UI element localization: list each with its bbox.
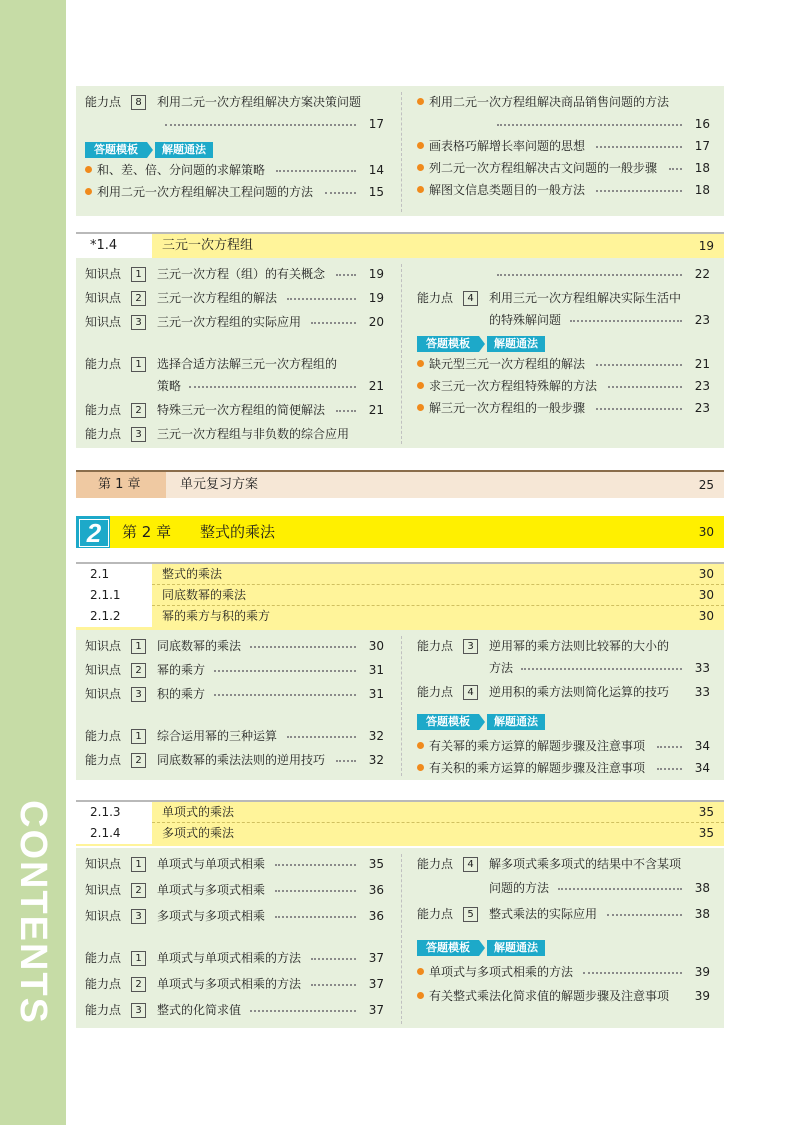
bullet-dot-icon: [417, 764, 424, 771]
entry-type-label: 知识点: [85, 883, 122, 897]
chapter-number: 2: [79, 519, 109, 547]
chapter-code: 第 2 章: [122, 523, 172, 541]
chapter-page: 30: [698, 525, 714, 539]
leader-dots: [336, 410, 356, 412]
entry-page-number: 31: [368, 687, 384, 701]
entry-title: 积的乘方: [157, 687, 206, 701]
column-divider: [401, 92, 402, 212]
section-row[interactable]: [76, 606, 724, 627]
section-header-1-4[interactable]: [76, 232, 724, 258]
entry-page-number: 21: [694, 357, 710, 371]
entry-title: 逆用幂的乘方法则比较幂的大小的: [489, 639, 670, 653]
template-label-part1: 答题模板: [417, 940, 479, 956]
entry-page-number: 33: [694, 685, 710, 699]
leader-dots: [596, 146, 682, 148]
column-divider: [401, 264, 402, 444]
leader-dots: [325, 192, 356, 194]
toc-bullet-entry[interactable]: [408, 962, 724, 982]
entry-title: 缺元型三元一次方程组的解法: [429, 357, 586, 371]
leader-dots: [608, 386, 682, 388]
leader-dots: [596, 364, 682, 366]
entry-number-box: 2: [131, 291, 146, 306]
entry-page-number: 23: [694, 401, 710, 415]
entry-page-number: 22: [694, 267, 710, 281]
bullet-dot-icon: [417, 360, 424, 367]
entry-number-box: 1: [131, 729, 146, 744]
chapter-1-review[interactable]: [76, 470, 724, 498]
entry-page-number: 18: [694, 161, 710, 175]
entry-type-label: 能力点: [85, 753, 122, 767]
entry-title: 单项式与多项式相乘的方法: [429, 965, 574, 979]
leader-dots: [521, 668, 682, 670]
section-row[interactable]: [76, 585, 724, 606]
entry-type-label: 能力点: [85, 977, 122, 991]
toc-entry[interactable]: [76, 424, 398, 444]
leader-dots: [250, 646, 356, 648]
toc-entry-continuation[interactable]: [408, 658, 724, 678]
toc-entry[interactable]: [76, 948, 398, 968]
entry-page-number: 30: [368, 639, 384, 653]
entry-title: 多项式与多项式相乘: [157, 909, 266, 923]
entry-number-box: 3: [131, 909, 146, 924]
entry-page-number: 37: [368, 1003, 384, 1017]
template-label-part2: 解题通法: [487, 714, 545, 730]
entry-title: 三元一次方程组的解法: [157, 291, 278, 305]
section-title: 同底数幂的乘法: [162, 588, 247, 602]
entry-title: 列二元一次方程组解决古文问题的一般步骤: [429, 161, 658, 175]
toc-bullet-entry[interactable]: [408, 986, 724, 1006]
leader-dots: [336, 274, 356, 276]
toc-panel-1-3-continued: [76, 86, 724, 216]
entry-number-box: 1: [131, 267, 146, 282]
section-code-box: [76, 823, 152, 844]
entry-page-number: 39: [694, 965, 710, 979]
entry-title: 整式的化简求值: [157, 1003, 242, 1017]
entry-type-label: 能力点: [417, 857, 454, 871]
toc-entry-continuation[interactable]: [408, 878, 724, 898]
leader-dots: [287, 298, 356, 300]
entry-title: 解三元一次方程组的一般步骤: [429, 401, 586, 415]
entry-page-number: 38: [694, 907, 710, 921]
section-code: 2.1.4: [90, 826, 121, 840]
entry-type-label: 能力点: [85, 951, 122, 965]
entry-title: 的特殊解问题: [489, 313, 562, 327]
review-title: 单元复习方案: [180, 477, 259, 492]
toc-bullet-entry[interactable]: [408, 736, 724, 756]
entry-title: 逆用积的乘方法则简化运算的技巧: [489, 685, 670, 699]
toc-bullet-entry[interactable]: [408, 398, 724, 418]
toc-entry-continuation[interactable]: [76, 114, 398, 134]
toc-entry[interactable]: [76, 400, 398, 420]
entry-title: 同底数幂的乘法: [157, 639, 242, 653]
toc-entry[interactable]: [76, 750, 398, 770]
leader-dots: [596, 408, 682, 410]
leader-dots: [669, 168, 682, 170]
section-code-box: [76, 802, 152, 823]
entry-number-box: 4: [463, 291, 478, 306]
entry-title: 和、差、倍、分问题的求解策略: [97, 163, 266, 177]
entry-title: 选择合适方法解三元一次方程组的: [157, 357, 338, 371]
entry-title: 三元一次方程组的实际应用: [157, 315, 302, 329]
toc-entry-continuation[interactable]: [408, 114, 724, 134]
leader-dots: [214, 694, 356, 696]
leader-dots: [311, 958, 356, 960]
arrow-right-icon: [147, 142, 153, 158]
toc-panel-2-1-2: [76, 630, 724, 780]
toc-entry[interactable]: [408, 636, 724, 656]
section-title: 多项式的乘法: [162, 826, 235, 840]
entry-number-box: 1: [131, 857, 146, 872]
section-title: 单项式的乘法: [162, 805, 235, 819]
toc-entry[interactable]: [76, 92, 398, 112]
entry-title: 整式乘法的实际应用: [489, 907, 598, 921]
section-row[interactable]: [76, 564, 724, 585]
section-code-box: [76, 606, 152, 627]
toc-entry[interactable]: [408, 854, 724, 874]
section-row[interactable]: [76, 823, 724, 844]
section-code-box: [76, 585, 152, 606]
bullet-dot-icon: [417, 992, 424, 999]
entry-type-label: 能力点: [417, 685, 454, 699]
entry-title: 特殊三元一次方程组的简便解法: [157, 403, 326, 417]
toc-entry[interactable]: [76, 636, 398, 656]
entry-type-label: 能力点: [85, 1003, 122, 1017]
toc-bullet-entry[interactable]: [76, 182, 398, 202]
entry-number-box: 1: [131, 357, 146, 372]
entry-title: 有关整式乘法化简求值的解题步骤及注意事项: [429, 989, 670, 1003]
entry-type-label: 能力点: [417, 907, 454, 921]
entry-type-label: 能力点: [85, 729, 122, 743]
chapter-number-icon: [76, 516, 110, 548]
entry-type-label: 知识点: [85, 687, 122, 701]
section-block-2-1-3: [76, 800, 724, 846]
bullet-dot-icon: [417, 382, 424, 389]
leader-dots: [189, 386, 356, 388]
leader-dots: [250, 1010, 356, 1012]
section-page: 19: [698, 239, 714, 253]
entry-page-number: 36: [368, 909, 384, 923]
template-label-part2: 解题通法: [155, 142, 213, 158]
toc-entry-continuation[interactable]: [76, 376, 398, 396]
entry-page-number: 31: [368, 663, 384, 677]
entry-page-number: 17: [368, 117, 384, 131]
toc-bullet-entry[interactable]: [408, 136, 724, 156]
toc-panel-1-4: [76, 258, 724, 448]
entry-number-box: 2: [131, 753, 146, 768]
section-title: 整式的乘法: [162, 567, 223, 581]
bullet-dot-icon: [417, 164, 424, 171]
toc-entry-continuation[interactable]: [408, 264, 724, 284]
entry-page-number: 23: [694, 379, 710, 393]
entry-type-label: 能力点: [85, 357, 122, 371]
template-label-part1: 答题模板: [85, 142, 147, 158]
entry-type-label: 知识点: [85, 639, 122, 653]
toc-bullet-entry[interactable]: [408, 354, 724, 374]
entry-title: 策略: [157, 379, 182, 393]
section-page: 35: [698, 805, 714, 819]
toc-entry[interactable]: [408, 904, 724, 924]
entry-page-number: 23: [694, 313, 710, 327]
entry-type-label: 知识点: [85, 267, 122, 281]
arrow-right-icon: [479, 336, 485, 352]
section-page: 30: [698, 567, 714, 581]
entry-type-label: 知识点: [85, 663, 122, 677]
entry-page-number: 37: [368, 951, 384, 965]
leader-dots: [214, 670, 356, 672]
toc-entry[interactable]: [76, 660, 398, 680]
chapter-2-header[interactable]: [76, 516, 724, 548]
entry-number-box: 2: [131, 403, 146, 418]
entry-title: 幂的乘方: [157, 663, 206, 677]
leader-dots: [657, 746, 682, 748]
entry-number-box: 3: [131, 687, 146, 702]
leader-dots: [596, 190, 682, 192]
entry-number-box: 1: [131, 639, 146, 654]
entry-page-number: 15: [368, 185, 384, 199]
entry-number-box: 3: [131, 1003, 146, 1018]
entry-type-label: 能力点: [417, 291, 454, 305]
entry-title: 有关幂的乘方运算的解题步骤及注意事项: [429, 739, 646, 753]
entry-title: 单项式与多项式相乘的方法: [157, 977, 302, 991]
entry-number-box: 3: [131, 427, 146, 442]
leader-dots: [583, 972, 682, 974]
entry-title: 单项式与多项式相乘: [157, 883, 266, 897]
toc-bullet-entry[interactable]: [408, 158, 724, 178]
entry-number-box: 8: [131, 95, 146, 110]
section-row[interactable]: [76, 802, 724, 823]
entry-title: 问题的方法: [489, 881, 550, 895]
toc-panel-2-1-4: [76, 848, 724, 1028]
toc-entry[interactable]: [408, 682, 724, 702]
toc-entry[interactable]: [76, 906, 398, 926]
leader-dots: [165, 124, 356, 126]
entry-title: 利用二元一次方程组解决方案决策问题: [157, 95, 362, 109]
entry-page-number: 17: [694, 139, 710, 153]
entry-type-label: 能力点: [85, 403, 122, 417]
entry-type-label: 知识点: [85, 315, 122, 329]
entry-page-number: 35: [368, 857, 384, 871]
review-page: 25: [698, 478, 714, 492]
entry-page-number: 38: [694, 881, 710, 895]
entry-title: 单项式与单项式相乘的方法: [157, 951, 302, 965]
entry-type-label: 能力点: [85, 427, 122, 441]
entry-number-box: 2: [131, 977, 146, 992]
section-page: 30: [698, 588, 714, 602]
template-label-part2: 解题通法: [487, 336, 545, 352]
entry-page-number: 34: [694, 739, 710, 753]
toc-entry-continuation[interactable]: [408, 310, 724, 330]
leader-dots: [497, 274, 682, 276]
section-code: 2.1.1: [90, 588, 121, 602]
leader-dots: [657, 768, 682, 770]
leader-dots: [275, 864, 356, 866]
entry-number-box: 5: [463, 907, 478, 922]
toc-entry[interactable]: [76, 312, 398, 332]
entry-page-number: 14: [368, 163, 384, 177]
section-code: *1.4: [90, 238, 118, 253]
toc-bullet-entry[interactable]: [408, 758, 724, 778]
chapter-title: 整式的乘法: [200, 523, 276, 541]
column-divider: [401, 636, 402, 776]
entry-page-number: 20: [368, 315, 384, 329]
entry-page-number: 19: [368, 291, 384, 305]
bullet-dot-icon: [417, 186, 424, 193]
entry-title: 利用三元一次方程组解决实际生活中: [489, 291, 682, 305]
entry-number-box: 3: [131, 315, 146, 330]
bullet-dot-icon: [417, 968, 424, 975]
toc-entry[interactable]: [408, 288, 724, 308]
entry-title: 有关积的乘方运算的解题步骤及注意事项: [429, 761, 646, 775]
entry-type-label: 能力点: [417, 639, 454, 653]
section-block-2-1: [76, 562, 724, 630]
entry-title: 三元一次方程组与非负数的综合应用: [157, 427, 350, 441]
leader-dots: [275, 916, 356, 918]
bullet-dot-icon: [417, 98, 424, 105]
toc-entry[interactable]: [76, 264, 398, 284]
entry-number-box: 1: [131, 951, 146, 966]
leader-dots: [275, 890, 356, 892]
template-label-part2: 解题通法: [487, 940, 545, 956]
contents-label: CONTENTS: [12, 800, 54, 1025]
toc-entry[interactable]: [76, 726, 398, 746]
entry-title: 综合运用幂的三种运算: [157, 729, 278, 743]
entry-type-label: 知识点: [85, 909, 122, 923]
entry-title: 利用二元一次方程组解决工程问题的方法: [97, 185, 314, 199]
bullet-dot-icon: [417, 404, 424, 411]
leader-dots: [311, 322, 356, 324]
leader-dots: [311, 984, 356, 986]
entry-title: 利用二元一次方程组解决商品销售问题的方法: [429, 95, 670, 109]
toc-entry[interactable]: [76, 354, 398, 374]
entry-number-box: 2: [131, 883, 146, 898]
leader-dots: [287, 736, 356, 738]
entry-type-label: 知识点: [85, 291, 122, 305]
entry-page-number: 19: [368, 267, 384, 281]
toc-entry[interactable]: [76, 684, 398, 704]
section-title: 幂的乘方与积的乘方: [162, 609, 271, 623]
entry-page-number: 32: [368, 753, 384, 767]
toc-entry[interactable]: [76, 974, 398, 994]
bullet-dot-icon: [417, 142, 424, 149]
section-page: 35: [698, 826, 714, 840]
entry-page-number: 18: [694, 183, 710, 197]
toc-bullet-entry[interactable]: [408, 376, 724, 396]
review-code: 第 1 章: [98, 477, 141, 492]
toc-entry[interactable]: [76, 880, 398, 900]
entry-title: 三元一次方程（组）的有关概念: [157, 267, 326, 281]
template-label-part1: 答题模板: [417, 714, 479, 730]
entry-page-number: 21: [368, 403, 384, 417]
section-title: 三元一次方程组: [162, 238, 254, 253]
bullet-dot-icon: [85, 188, 92, 195]
arrow-right-icon: [479, 940, 485, 956]
toc-bullet-entry[interactable]: [408, 92, 724, 112]
leader-dots: [558, 888, 682, 890]
entry-type-label: 能力点: [85, 95, 122, 109]
entry-title: 画表格巧解增长率问题的思想: [429, 139, 586, 153]
entry-number-box: 4: [463, 685, 478, 700]
leader-dots: [276, 170, 356, 172]
leader-dots: [336, 760, 356, 762]
entry-page-number: 36: [368, 883, 384, 897]
entry-page-number: 33: [694, 661, 710, 675]
template-label-part1: 答题模板: [417, 336, 479, 352]
section-code: 2.1.2: [90, 609, 121, 623]
entry-page-number: 32: [368, 729, 384, 743]
column-divider: [401, 854, 402, 1024]
entry-title: 解图文信息类题目的一般方法: [429, 183, 586, 197]
entry-number-box: 4: [463, 857, 478, 872]
section-code-box: [76, 564, 152, 585]
toc-entry[interactable]: [76, 854, 398, 874]
section-page: 30: [698, 609, 714, 623]
section-code: 2.1.3: [90, 805, 121, 819]
entry-number-box: 3: [463, 639, 478, 654]
toc-bullet-entry[interactable]: [76, 160, 398, 180]
toc-entry[interactable]: [76, 288, 398, 308]
entry-number-box: 2: [131, 663, 146, 678]
toc-bullet-entry[interactable]: [408, 180, 724, 200]
entry-page-number: 37: [368, 977, 384, 991]
entry-page-number: 34: [694, 761, 710, 775]
leader-dots: [607, 914, 682, 916]
arrow-right-icon: [479, 714, 485, 730]
entry-type-label: 知识点: [85, 857, 122, 871]
bullet-dot-icon: [417, 742, 424, 749]
sidebar: [0, 0, 66, 1125]
entry-page-number: 16: [694, 117, 710, 131]
entry-title: 求三元一次方程组特殊解的方法: [429, 379, 598, 393]
section-code: 2.1: [90, 567, 110, 581]
entry-title: 解多项式乘多项式的结果中不含某项: [489, 857, 682, 871]
toc-entry[interactable]: [76, 1000, 398, 1020]
bullet-dot-icon: [85, 166, 92, 173]
entry-page-number: 21: [368, 379, 384, 393]
leader-dots: [497, 124, 682, 126]
entry-page-number: 39: [694, 989, 710, 1003]
entry-title: 单项式与单项式相乘: [157, 857, 266, 871]
entry-title: 同底数幂的乘法法则的逆用技巧: [157, 753, 326, 767]
leader-dots: [570, 320, 682, 322]
entry-title: 方法: [489, 661, 514, 675]
